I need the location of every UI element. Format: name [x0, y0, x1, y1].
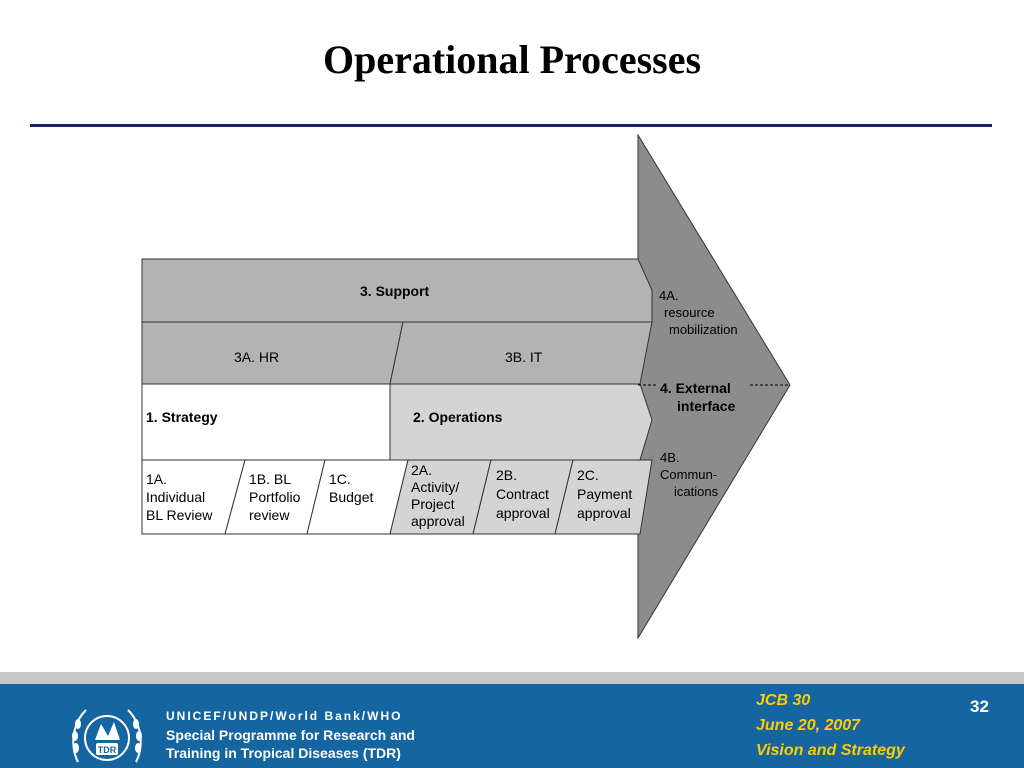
box-2a-label: 2A. Activity/ Project approval — [411, 462, 465, 529]
operations-label: 2. Operations — [413, 409, 503, 425]
svg-text:TDR: TDR — [97, 745, 117, 755]
meta-line1: JCB 30 — [756, 692, 811, 709]
page-number: 32 — [970, 697, 989, 716]
it-label: 3B. IT — [505, 349, 543, 365]
strategy-label: 1. Strategy — [146, 409, 218, 425]
box-1a-label: 1A. Individual BL Review — [146, 471, 213, 523]
hr-label: 3A. HR — [234, 349, 280, 365]
meta-line3: Vision and Strategy — [756, 742, 905, 759]
tdr-logo — [68, 698, 146, 768]
footer-divider — [0, 672, 1024, 684]
box-2b-label: 2B. Contract approval — [496, 467, 550, 521]
arrow-4b-label: 4B. Commun- ications — [660, 450, 719, 499]
box-2c-label: 2C. Payment approval — [577, 467, 633, 521]
arrow-4-label: 4. External interface — [660, 380, 736, 414]
support-label: 3. Support — [360, 283, 430, 299]
org-name-line2: Special Programme for Research and — [166, 727, 415, 743]
box-1c-label: 1C. Budget — [329, 471, 374, 505]
box-1b-label: 1B. BL Portfolio review — [249, 471, 301, 523]
org-name-line1: UNICEF/UNDP/World Bank/WHO — [166, 709, 403, 723]
org-name-line3: Training in Tropical Diseases (TDR) — [166, 745, 401, 761]
page-title: Operational Processes — [322, 37, 702, 82]
arrow-4a-label: 4A. resource mobilization — [659, 288, 738, 337]
meta-line2: June 20, 2007 — [756, 717, 861, 734]
